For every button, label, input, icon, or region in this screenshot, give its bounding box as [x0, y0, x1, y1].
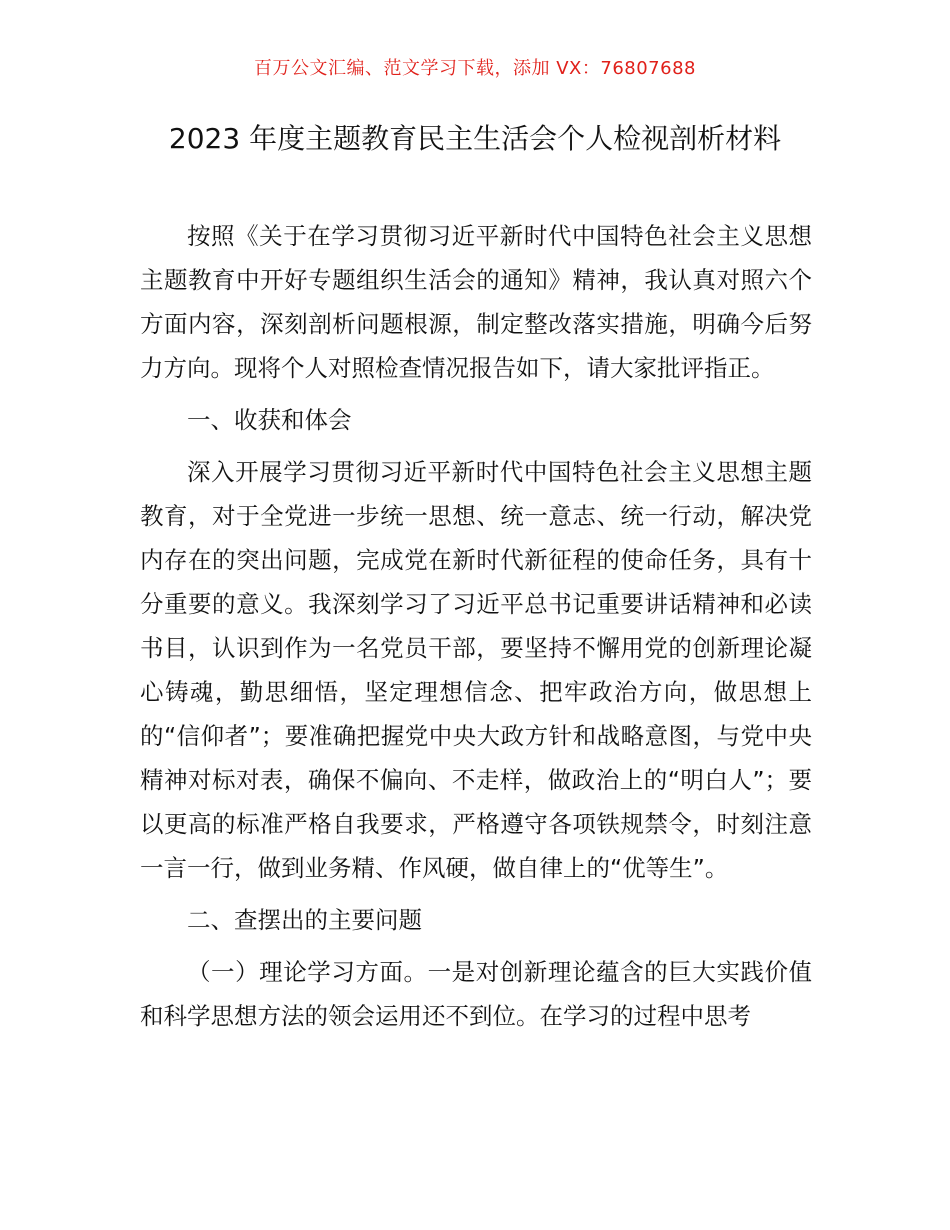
document-body — [140, 214, 812, 1046]
intro-paragraph: 按照《关于在学习贯彻习近平新时代中国特色社会主义思想主题教育中开好专题组织生活会的通知》精神，我认真对照六个方面内容，深刻剖析问题根源，制定整改落实措施，明确今后努力方向。现将个人对照检查情况报告如下，请大家批评指正。 — [140, 222, 812, 382]
section-1-paragraph: 深入开展学习贯彻习近平新时代中国特色社会主义思想主题教育，对于全党进一步统一思想、统一意志、统一行动，解决党内存在的突出问题，完成党在新时代新征程的使命任务，具有十分重要的意义。我深刻学习了习近平总书记重要讲话精神和必读书目，认识到作为一名党员干部，要坚持不懈用党的创新理论凝心铸魂，勤思细悟，坚定理想信念、把牢政治方向，做思想上的“信仰者”；要准确把握党中央大政方针和战略意图，与党中央精神对标对表，确保不偏向、不走样，做政治上的“明白人”；要以更高的标准严格自我要求，严格遵守各项铁规禁令，时刻注意一言一行，做到业务精、作风硬，做自律上的“优等生”。 — [140, 458, 812, 882]
header-notice: 百万公文汇编、范文学习下载，添加 VX：76807688 — [254, 58, 696, 79]
section-heading-1: 一、收获和体会 — [187, 406, 352, 434]
subsection-1-paragraph: （一）理论学习方面。一是对创新理论蕴含的巨大实践价值和科学思想方法的领会运用还不到位。在学习的过程中思考 — [140, 958, 812, 1030]
section-heading-2: 二、查摆出的主要问题 — [187, 906, 422, 934]
document-title: 2023 年度主题教育民主生活会个人检视剖析材料 — [168, 122, 782, 155]
